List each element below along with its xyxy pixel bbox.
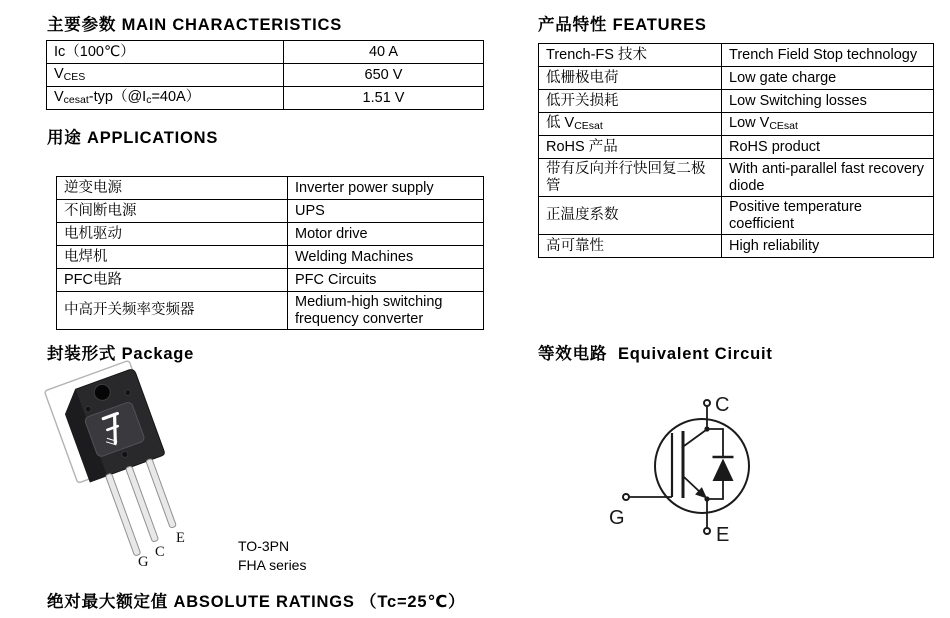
- feature-cn: Trench-FS 技术: [539, 44, 722, 67]
- table-row: [47, 41, 484, 64]
- emitter-branch: [684, 477, 701, 493]
- package-series: FHA series: [238, 557, 307, 573]
- diode-triangle: [713, 459, 734, 482]
- applications-heading: 用途 APPLICATIONS: [47, 129, 219, 147]
- main-characteristics-heading: 主要参数 MAIN CHARACTERISTICS: [47, 16, 342, 34]
- table-row: [539, 113, 934, 136]
- absolute-ratings-heading: 绝对最大额定值 ABSOLUTE RATINGS （Tc=25℃）: [47, 593, 466, 611]
- package-body-group: [44, 360, 194, 566]
- param-value: 1.51 V: [284, 87, 484, 110]
- equivalent-circuit-diagram: [580, 384, 780, 552]
- collector-branch: [684, 430, 706, 446]
- application-en: UPS: [288, 200, 484, 223]
- feature-cn: RoHS 产品: [539, 136, 722, 159]
- diode-bottom-link: [707, 481, 723, 499]
- junction-dot: [704, 426, 709, 431]
- feature-en: High reliability: [722, 235, 934, 258]
- package-heading: 封装形式 Package: [47, 345, 195, 363]
- table-row: [57, 246, 484, 269]
- features-heading: 产品特性 FEATURES: [538, 16, 707, 34]
- table-row: [47, 87, 484, 110]
- application-cn: PFC电路: [57, 269, 288, 292]
- features-table: [538, 43, 934, 258]
- feature-en: Low gate charge: [722, 67, 934, 90]
- application-cn: 电机驱动: [57, 223, 288, 246]
- package-type-note: [238, 537, 306, 575]
- table-row: [57, 269, 484, 292]
- application-cn: 电焊机: [57, 246, 288, 269]
- package-pins: [105, 458, 181, 556]
- application-en: PFC Circuits: [288, 269, 484, 292]
- package-image: [28, 352, 243, 584]
- feature-cn: 低栅极电荷: [539, 67, 722, 90]
- table-row: [539, 90, 934, 113]
- application-en: Motor drive: [288, 223, 484, 246]
- junction-dot: [704, 496, 709, 501]
- diode-top-link: [707, 429, 723, 457]
- application-cn: 不间断电源: [57, 200, 288, 223]
- feature-en: RoHS product: [722, 136, 934, 159]
- table-row: [539, 44, 934, 67]
- table-row: [57, 292, 484, 330]
- table-row: [57, 177, 484, 200]
- terminal-dot-e: [704, 528, 710, 534]
- package-type: TO-3PN: [238, 538, 290, 554]
- feature-en: Low VCEsat: [722, 113, 934, 136]
- table-row: [539, 159, 934, 197]
- table-row: [539, 67, 934, 90]
- param-value: 40 A: [284, 41, 484, 64]
- param-name: Vcesat-typ（@Ic=40A）: [47, 87, 284, 110]
- table-row: [57, 223, 484, 246]
- feature-en: Low Switching losses: [722, 90, 934, 113]
- feature-cn: 正温度系数: [539, 197, 722, 235]
- feature-en: Trench Field Stop technology: [722, 44, 934, 67]
- applications-table: [56, 176, 484, 330]
- application-en: Medium-high switching frequency converter: [288, 292, 484, 330]
- feature-cn: 低开关损耗: [539, 90, 722, 113]
- pin-label-g: G: [138, 554, 149, 570]
- equivalent-circuit-heading: 等效电路 Equivalent Circuit: [538, 345, 773, 363]
- param-name: Ic（100℃）: [47, 41, 284, 64]
- terminal-label-e: E: [716, 524, 730, 546]
- terminal-dot-g: [623, 494, 629, 500]
- main-characteristics-table: [46, 40, 484, 110]
- feature-en: With anti-parallel fast recovery diode: [722, 159, 934, 197]
- pin-label-c: C: [155, 544, 165, 560]
- application-cn: 中高开关频率变频器: [57, 292, 288, 330]
- table-row: [539, 136, 934, 159]
- table-row: [539, 197, 934, 235]
- application-cn: 逆变电源: [57, 177, 288, 200]
- table-row: [539, 235, 934, 258]
- feature-cn: 带有反向并行快回复二极管: [539, 159, 722, 197]
- param-value: 650 V: [284, 64, 484, 87]
- table-row: [47, 64, 484, 87]
- application-en: Welding Machines: [288, 246, 484, 269]
- terminal-label-g: G: [609, 507, 625, 529]
- feature-cn: 高可靠性: [539, 235, 722, 258]
- feature-cn: 低 VCEsat: [539, 113, 722, 136]
- table-row: [57, 200, 484, 223]
- pin-label-e: E: [176, 530, 185, 546]
- application-en: Inverter power supply: [288, 177, 484, 200]
- terminal-dot-c: [704, 400, 710, 406]
- param-name: VCES: [47, 64, 284, 87]
- feature-en: Positive temperature coefficient: [722, 197, 934, 235]
- terminal-label-c: C: [715, 394, 730, 416]
